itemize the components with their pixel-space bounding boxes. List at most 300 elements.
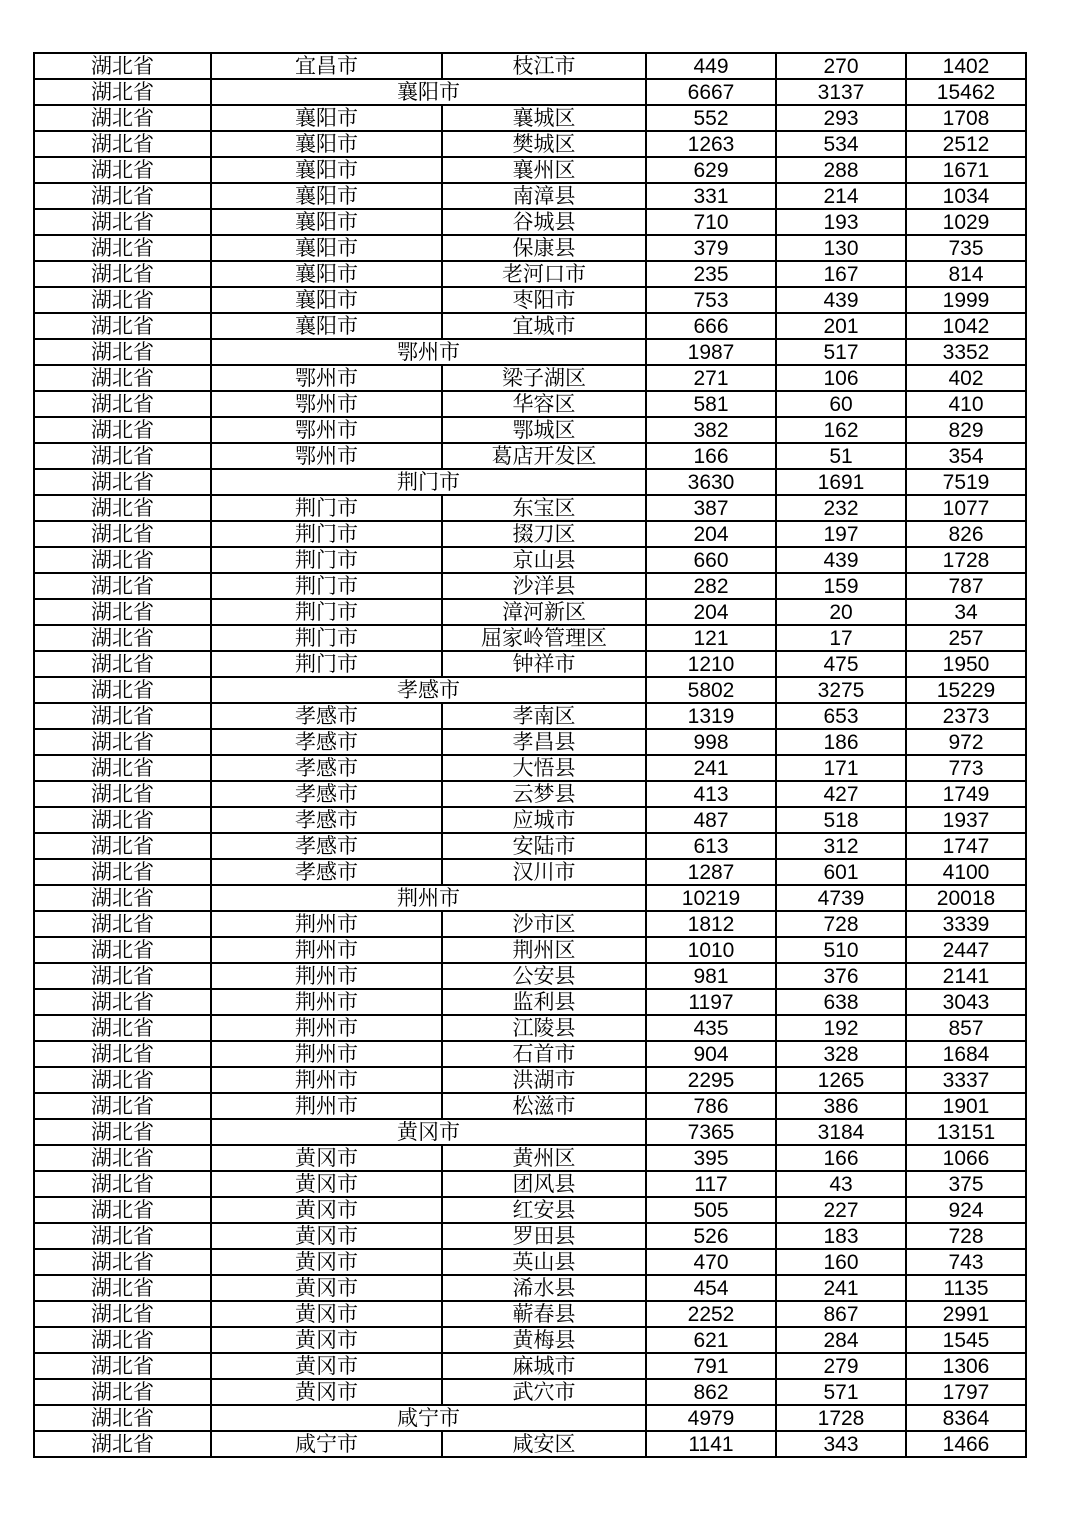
province-cell: 湖北省: [34, 1015, 211, 1041]
value1-cell: 1319: [646, 703, 776, 729]
city-cell: 荆门市: [211, 495, 442, 521]
city-cell: 黄冈市: [211, 1379, 442, 1405]
value2-cell: 518: [776, 807, 906, 833]
city-cell: 宜昌市: [211, 53, 442, 79]
city-cell: 鄂州市: [211, 391, 442, 417]
city-cell: 咸宁市: [211, 1431, 442, 1457]
district-cell: 老河口市: [442, 261, 646, 287]
value3-cell: 1797: [906, 1379, 1026, 1405]
value1-cell: 241: [646, 755, 776, 781]
table-row: [34, 1353, 1026, 1379]
province-cell: 湖北省: [34, 1093, 211, 1119]
district-cell: 浠水县: [442, 1275, 646, 1301]
value1-cell: 786: [646, 1093, 776, 1119]
province-cell: 湖北省: [34, 1301, 211, 1327]
province-cell: 湖北省: [34, 183, 211, 209]
value1-cell: 166: [646, 443, 776, 469]
city-cell: 荆州市: [211, 1041, 442, 1067]
district-cell: 石首市: [442, 1041, 646, 1067]
city-cell: 鄂州市: [211, 417, 442, 443]
value1-cell: 10219: [646, 885, 776, 911]
value3-cell: 13151: [906, 1119, 1026, 1145]
value3-cell: 829: [906, 417, 1026, 443]
district-cell: 漳河新区: [442, 599, 646, 625]
value2-cell: 571: [776, 1379, 906, 1405]
province-cell: 湖北省: [34, 1171, 211, 1197]
city-cell: 襄阳市: [211, 209, 442, 235]
value2-cell: 343: [776, 1431, 906, 1457]
province-cell: 湖北省: [34, 859, 211, 885]
district-cell: 安陆市: [442, 833, 646, 859]
value3-cell: 1937: [906, 807, 1026, 833]
province-cell: 湖北省: [34, 391, 211, 417]
value2-cell: 867: [776, 1301, 906, 1327]
district-cell: 枣阳市: [442, 287, 646, 313]
district-cell: 咸安区: [442, 1431, 646, 1457]
table-row: [34, 755, 1026, 781]
province-cell: 湖北省: [34, 703, 211, 729]
province-cell: 湖北省: [34, 937, 211, 963]
district-cell: 京山县: [442, 547, 646, 573]
city-cell: 荆门市: [211, 625, 442, 651]
district-cell: 孝昌县: [442, 729, 646, 755]
value3-cell: 728: [906, 1223, 1026, 1249]
value2-cell: 43: [776, 1171, 906, 1197]
city-merged-cell: 襄阳市: [211, 79, 646, 105]
province-cell: 湖北省: [34, 807, 211, 833]
value1-cell: 5802: [646, 677, 776, 703]
district-cell: 云梦县: [442, 781, 646, 807]
value1-cell: 395: [646, 1145, 776, 1171]
district-cell: 宜城市: [442, 313, 646, 339]
value2-cell: 167: [776, 261, 906, 287]
table-row: [34, 287, 1026, 313]
value2-cell: 517: [776, 339, 906, 365]
province-cell: 湖北省: [34, 1327, 211, 1353]
value2-cell: 166: [776, 1145, 906, 1171]
district-cell: 团风县: [442, 1171, 646, 1197]
region-stats-table: [33, 52, 1027, 1458]
table-row: [34, 807, 1026, 833]
table-row: [34, 443, 1026, 469]
value1-cell: 1812: [646, 911, 776, 937]
province-cell: 湖北省: [34, 209, 211, 235]
district-cell: 松滋市: [442, 1093, 646, 1119]
value2-cell: 293: [776, 105, 906, 131]
table-row: [34, 1067, 1026, 1093]
value2-cell: 193: [776, 209, 906, 235]
district-cell: 东宝区: [442, 495, 646, 521]
city-cell: 襄阳市: [211, 131, 442, 157]
value1-cell: 3630: [646, 469, 776, 495]
table-row: [34, 391, 1026, 417]
value1-cell: 629: [646, 157, 776, 183]
value3-cell: 924: [906, 1197, 1026, 1223]
district-cell: 掇刀区: [442, 521, 646, 547]
district-cell: 鄂城区: [442, 417, 646, 443]
value2-cell: 270: [776, 53, 906, 79]
province-cell: 湖北省: [34, 105, 211, 131]
value3-cell: 1901: [906, 1093, 1026, 1119]
table-row: [34, 651, 1026, 677]
value2-cell: 284: [776, 1327, 906, 1353]
table-row: [34, 729, 1026, 755]
city-merged-cell: 黄冈市: [211, 1119, 646, 1145]
city-cell: 襄阳市: [211, 261, 442, 287]
value1-cell: 117: [646, 1171, 776, 1197]
value1-cell: 454: [646, 1275, 776, 1301]
province-cell: 湖北省: [34, 755, 211, 781]
district-cell: 樊城区: [442, 131, 646, 157]
province-cell: 湖北省: [34, 1405, 211, 1431]
value1-cell: 621: [646, 1327, 776, 1353]
province-cell: 湖北省: [34, 1431, 211, 1457]
province-cell: 湖北省: [34, 1223, 211, 1249]
value1-cell: 487: [646, 807, 776, 833]
district-cell: 华容区: [442, 391, 646, 417]
value1-cell: 470: [646, 1249, 776, 1275]
value1-cell: 998: [646, 729, 776, 755]
value1-cell: 613: [646, 833, 776, 859]
district-cell: 梁子湖区: [442, 365, 646, 391]
value1-cell: 204: [646, 599, 776, 625]
city-cell: 荆门市: [211, 651, 442, 677]
value1-cell: 331: [646, 183, 776, 209]
table-row: [34, 521, 1026, 547]
value1-cell: 862: [646, 1379, 776, 1405]
value3-cell: 814: [906, 261, 1026, 287]
city-merged-cell: 咸宁市: [211, 1405, 646, 1431]
city-cell: 黄冈市: [211, 1249, 442, 1275]
value2-cell: 439: [776, 547, 906, 573]
value1-cell: 791: [646, 1353, 776, 1379]
district-cell: 谷城县: [442, 209, 646, 235]
district-cell: 蕲春县: [442, 1301, 646, 1327]
district-cell: 麻城市: [442, 1353, 646, 1379]
district-cell: 南漳县: [442, 183, 646, 209]
city-cell: 黄冈市: [211, 1145, 442, 1171]
value1-cell: 526: [646, 1223, 776, 1249]
table-row: [34, 131, 1026, 157]
table-row: [34, 157, 1026, 183]
province-cell: 湖北省: [34, 1379, 211, 1405]
province-cell: 湖北省: [34, 911, 211, 937]
value2-cell: 3137: [776, 79, 906, 105]
value3-cell: 402: [906, 365, 1026, 391]
value1-cell: 1287: [646, 859, 776, 885]
district-cell: 英山县: [442, 1249, 646, 1275]
province-cell: 湖北省: [34, 1249, 211, 1275]
city-merged-cell: 孝感市: [211, 677, 646, 703]
city-cell: 孝感市: [211, 833, 442, 859]
value3-cell: 743: [906, 1249, 1026, 1275]
district-cell: 襄城区: [442, 105, 646, 131]
value1-cell: 7365: [646, 1119, 776, 1145]
value3-cell: 15229: [906, 677, 1026, 703]
province-cell: 湖北省: [34, 677, 211, 703]
province-cell: 湖北省: [34, 53, 211, 79]
city-cell: 黄冈市: [211, 1327, 442, 1353]
city-cell: 孝感市: [211, 807, 442, 833]
value3-cell: 15462: [906, 79, 1026, 105]
province-cell: 湖北省: [34, 313, 211, 339]
table-row: [34, 781, 1026, 807]
district-cell: 葛店开发区: [442, 443, 646, 469]
province-cell: 湖北省: [34, 963, 211, 989]
province-cell: 湖北省: [34, 131, 211, 157]
province-cell: 湖北省: [34, 521, 211, 547]
value3-cell: 1402: [906, 53, 1026, 79]
value1-cell: 1263: [646, 131, 776, 157]
value3-cell: 1708: [906, 105, 1026, 131]
province-cell: 湖北省: [34, 79, 211, 105]
district-cell: 汉川市: [442, 859, 646, 885]
value3-cell: 1042: [906, 313, 1026, 339]
district-cell: 武穴市: [442, 1379, 646, 1405]
value1-cell: 204: [646, 521, 776, 547]
value3-cell: 1728: [906, 547, 1026, 573]
value1-cell: 121: [646, 625, 776, 651]
province-cell: 湖北省: [34, 1275, 211, 1301]
district-cell: 红安县: [442, 1197, 646, 1223]
table-row: [34, 365, 1026, 391]
table-row: [34, 183, 1026, 209]
value2-cell: 439: [776, 287, 906, 313]
district-cell: 枝江市: [442, 53, 646, 79]
table-row: [34, 625, 1026, 651]
value2-cell: 1265: [776, 1067, 906, 1093]
value2-cell: 159: [776, 573, 906, 599]
table-row: [34, 1405, 1026, 1431]
value2-cell: 192: [776, 1015, 906, 1041]
table-row: [34, 339, 1026, 365]
value3-cell: 857: [906, 1015, 1026, 1041]
value3-cell: 8364: [906, 1405, 1026, 1431]
table-row: [34, 703, 1026, 729]
value1-cell: 6667: [646, 79, 776, 105]
table-row: [34, 1093, 1026, 1119]
value2-cell: 328: [776, 1041, 906, 1067]
value3-cell: 2512: [906, 131, 1026, 157]
province-cell: 湖北省: [34, 339, 211, 365]
value3-cell: 20018: [906, 885, 1026, 911]
value1-cell: 4979: [646, 1405, 776, 1431]
city-cell: 黄冈市: [211, 1171, 442, 1197]
value3-cell: 1545: [906, 1327, 1026, 1353]
value2-cell: 376: [776, 963, 906, 989]
table-row: [34, 209, 1026, 235]
province-cell: 湖北省: [34, 781, 211, 807]
table-row: [34, 911, 1026, 937]
value3-cell: 257: [906, 625, 1026, 651]
table-row: [34, 417, 1026, 443]
table-row: [34, 1275, 1026, 1301]
value3-cell: 375: [906, 1171, 1026, 1197]
value3-cell: 773: [906, 755, 1026, 781]
table-row: [34, 1171, 1026, 1197]
table-row: [34, 235, 1026, 261]
city-cell: 荆州市: [211, 1093, 442, 1119]
value2-cell: 601: [776, 859, 906, 885]
value3-cell: 826: [906, 521, 1026, 547]
value2-cell: 386: [776, 1093, 906, 1119]
value2-cell: 60: [776, 391, 906, 417]
value2-cell: 1691: [776, 469, 906, 495]
province-cell: 湖北省: [34, 287, 211, 313]
district-cell: 沙市区: [442, 911, 646, 937]
table-row: [34, 1145, 1026, 1171]
city-cell: 荆门市: [211, 521, 442, 547]
value3-cell: 410: [906, 391, 1026, 417]
table-row: [34, 79, 1026, 105]
value1-cell: 1010: [646, 937, 776, 963]
city-cell: 孝感市: [211, 703, 442, 729]
value1-cell: 271: [646, 365, 776, 391]
value2-cell: 197: [776, 521, 906, 547]
city-cell: 孝感市: [211, 859, 442, 885]
city-cell: 襄阳市: [211, 157, 442, 183]
value3-cell: 3337: [906, 1067, 1026, 1093]
district-cell: 沙洋县: [442, 573, 646, 599]
value1-cell: 379: [646, 235, 776, 261]
district-cell: 应城市: [442, 807, 646, 833]
value3-cell: 1135: [906, 1275, 1026, 1301]
value1-cell: 981: [646, 963, 776, 989]
value1-cell: 552: [646, 105, 776, 131]
table-row: [34, 1301, 1026, 1327]
city-cell: 荆州市: [211, 989, 442, 1015]
province-cell: 湖北省: [34, 547, 211, 573]
value2-cell: 106: [776, 365, 906, 391]
value1-cell: 387: [646, 495, 776, 521]
district-cell: 黄梅县: [442, 1327, 646, 1353]
province-cell: 湖北省: [34, 417, 211, 443]
value3-cell: 1034: [906, 183, 1026, 209]
value2-cell: 51: [776, 443, 906, 469]
province-cell: 湖北省: [34, 1353, 211, 1379]
city-cell: 襄阳市: [211, 183, 442, 209]
province-cell: 湖北省: [34, 157, 211, 183]
province-cell: 湖北省: [34, 573, 211, 599]
value2-cell: 232: [776, 495, 906, 521]
table-row: [34, 1431, 1026, 1457]
value3-cell: 972: [906, 729, 1026, 755]
table-row: [34, 833, 1026, 859]
city-cell: 荆门市: [211, 599, 442, 625]
value2-cell: 534: [776, 131, 906, 157]
table-row: [34, 963, 1026, 989]
value1-cell: 1987: [646, 339, 776, 365]
value3-cell: 1999: [906, 287, 1026, 313]
value2-cell: 201: [776, 313, 906, 339]
table-row: [34, 1223, 1026, 1249]
table-row: [34, 1041, 1026, 1067]
table-row: [34, 495, 1026, 521]
value3-cell: 2373: [906, 703, 1026, 729]
value2-cell: 3275: [776, 677, 906, 703]
value3-cell: 7519: [906, 469, 1026, 495]
district-cell: 钟祥市: [442, 651, 646, 677]
district-cell: 洪湖市: [442, 1067, 646, 1093]
province-cell: 湖北省: [34, 1197, 211, 1223]
city-cell: 黄冈市: [211, 1275, 442, 1301]
value2-cell: 241: [776, 1275, 906, 1301]
district-cell: 孝南区: [442, 703, 646, 729]
table-body: [34, 53, 1026, 1457]
province-cell: 湖北省: [34, 261, 211, 287]
table-row: [34, 261, 1026, 287]
value3-cell: 787: [906, 573, 1026, 599]
city-cell: 黄冈市: [211, 1197, 442, 1223]
table-row: [34, 937, 1026, 963]
value3-cell: 3352: [906, 339, 1026, 365]
value3-cell: 4100: [906, 859, 1026, 885]
table-row: [34, 599, 1026, 625]
value2-cell: 160: [776, 1249, 906, 1275]
value3-cell: 354: [906, 443, 1026, 469]
value1-cell: 1141: [646, 1431, 776, 1457]
value1-cell: 660: [646, 547, 776, 573]
value3-cell: 735: [906, 235, 1026, 261]
city-cell: 襄阳市: [211, 105, 442, 131]
value2-cell: 1728: [776, 1405, 906, 1431]
value2-cell: 288: [776, 157, 906, 183]
city-cell: 鄂州市: [211, 443, 442, 469]
value3-cell: 1684: [906, 1041, 1026, 1067]
province-cell: 湖北省: [34, 1067, 211, 1093]
value2-cell: 162: [776, 417, 906, 443]
district-cell: 保康县: [442, 235, 646, 261]
province-cell: 湖北省: [34, 469, 211, 495]
value3-cell: 1749: [906, 781, 1026, 807]
value2-cell: 4739: [776, 885, 906, 911]
value1-cell: 666: [646, 313, 776, 339]
city-cell: 荆州市: [211, 937, 442, 963]
value2-cell: 20: [776, 599, 906, 625]
value3-cell: 1077: [906, 495, 1026, 521]
district-cell: 公安县: [442, 963, 646, 989]
city-cell: 孝感市: [211, 729, 442, 755]
value3-cell: 1466: [906, 1431, 1026, 1457]
city-cell: 孝感市: [211, 755, 442, 781]
value1-cell: 2295: [646, 1067, 776, 1093]
table-row: [34, 1015, 1026, 1041]
city-cell: 荆门市: [211, 573, 442, 599]
city-cell: 荆州市: [211, 1067, 442, 1093]
value2-cell: 3184: [776, 1119, 906, 1145]
city-merged-cell: 荆州市: [211, 885, 646, 911]
city-cell: 荆州市: [211, 1015, 442, 1041]
value2-cell: 653: [776, 703, 906, 729]
district-cell: 荆州区: [442, 937, 646, 963]
city-cell: 鄂州市: [211, 365, 442, 391]
value2-cell: 279: [776, 1353, 906, 1379]
province-cell: 湖北省: [34, 729, 211, 755]
value2-cell: 17: [776, 625, 906, 651]
value1-cell: 413: [646, 781, 776, 807]
value2-cell: 728: [776, 911, 906, 937]
table-row: [34, 677, 1026, 703]
value1-cell: 505: [646, 1197, 776, 1223]
city-cell: 黄冈市: [211, 1223, 442, 1249]
value3-cell: 1747: [906, 833, 1026, 859]
province-cell: 湖北省: [34, 235, 211, 261]
value2-cell: 427: [776, 781, 906, 807]
city-merged-cell: 鄂州市: [211, 339, 646, 365]
value3-cell: 1671: [906, 157, 1026, 183]
province-cell: 湖北省: [34, 651, 211, 677]
province-cell: 湖北省: [34, 833, 211, 859]
